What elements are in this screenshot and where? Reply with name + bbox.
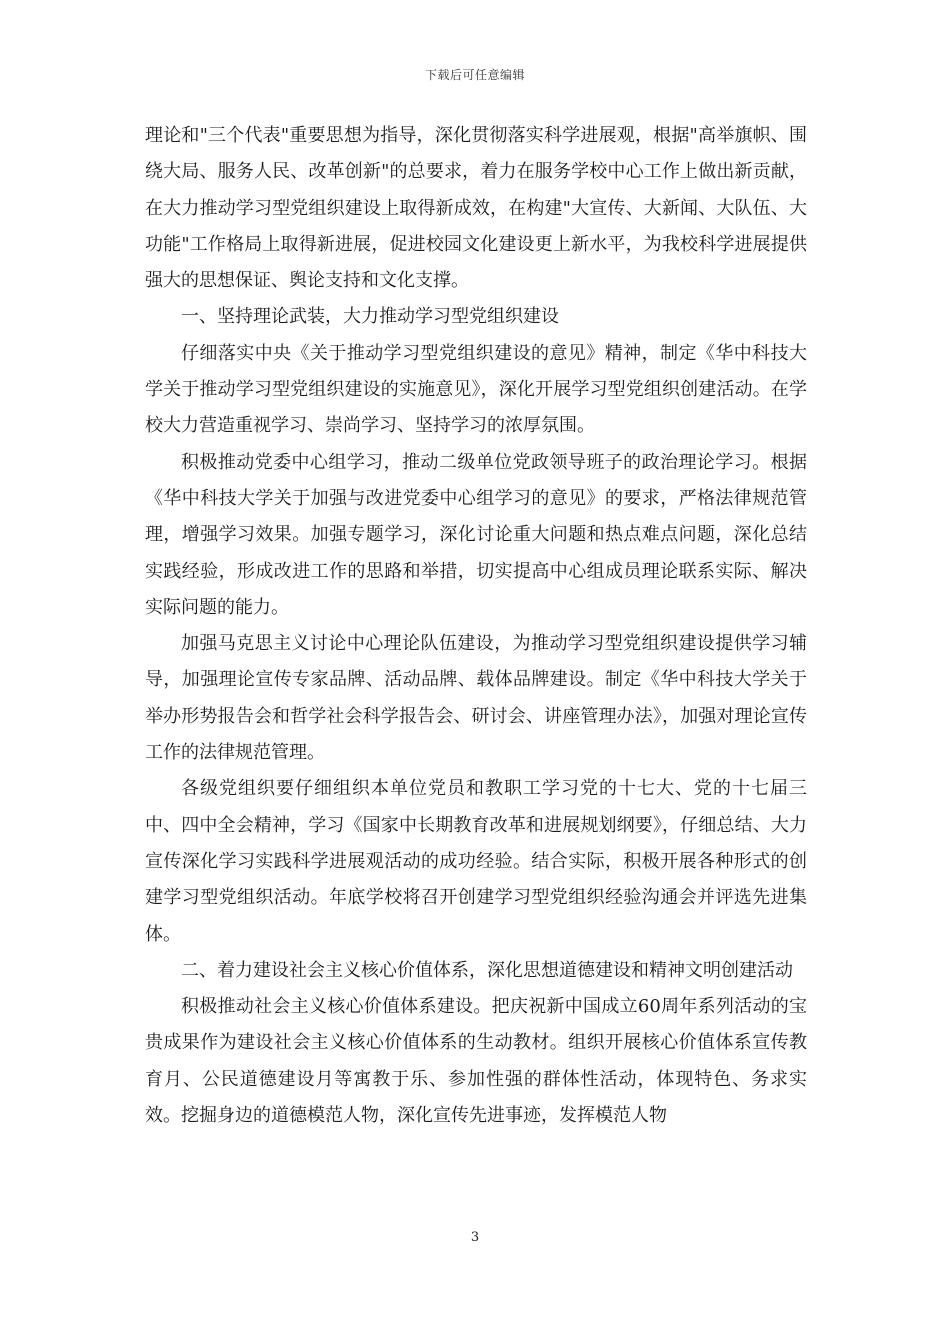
section-heading-2: 二、着力建设社会主义核心价值体系，深化思想道德建设和精神文明创建活动: [181, 959, 793, 981]
paragraph-continuation: 理论和"三个代表"重要思想为指导，深化贯彻落实科学进展观，根据"高举旗帜、围绕大局、服务人民、改革创新"的总要求，着力在服务学校中心工作上做出新贡献，在大力推动学习型党组织建设上取得新成效，在构建"大宣传、大新闻、大队伍、大功能"工作格局上取得新进展，促进校园文化建设更上新水平，为我校科学进展提供强大的思想保证、舆论支持和文化支撑。: [145, 125, 807, 292]
paragraph: 积极推动党委中心组学习，推动二级单位党政领导班子的政治理论学习。根据《华中科技大学关于加强与改进党委中心组学习的意见》的要求，严格法律规范管理，增强学习效果。加强专题学习，深化讨论重大问题和热点难点问题，深化总结实践经验，形成改进工作的思路和举措，切实提高中心组成员理论联系实际、解决实际问题的能力。: [145, 451, 807, 618]
document-body: [145, 118, 807, 1134]
paragraph: 各级党组织要仔细组织本单位党员和教职工学习党的十七大、党的十七届三中、四中全会精神，学习《国家中长期教育改革和进展规划纲要》，仔细总结、大力宣传深化学习实践科学进展观活动的成功经验。结合实际，积极开展各种形式的创建学习型党组织活动。年底学校将召开创建学习型党组织经验沟通会并评选先进集体。: [145, 778, 807, 945]
paragraph: 仔细落实中央《关于推动学习型党组织建设的意见》精神，制定《华中科技大学关于推动学习型党组织建设的实施意见》，深化开展学习型党组织创建活动。在学校大力营造重视学习、崇尚学习、坚持学习的浓厚氛围。: [145, 342, 807, 437]
page-header: 下载后可任意编辑: [424, 68, 525, 82]
page-number: 3: [470, 1230, 480, 1245]
paragraph: 加强马克思主义讨论中心理论队伍建设，为推动学习型党组织建设提供学习辅导，加强理论宣传专家品牌、活动品牌、载体品牌建设。制定《华中科技大学关于举办形势报告会和哲学社会科学报告会、研讨会、讲座管理办法》，加强对理论宣传工作的法律规范管理。: [145, 633, 807, 764]
paragraph: 积极推动社会主义核心价值体系建设。把庆祝新中国成立60周年系列活动的宝贵成果作为建设社会主义核心价值体系的生动教材。组织开展核心价值体系宣传教育月、公民道德建设月等寓教于乐、参加性强的群体性活动，体现特色、务求实效。挖掘身边的道德模范人物，深化宣传先进事迹，发挥模范人物: [145, 996, 807, 1127]
section-heading-1: 一、坚持理论武装，大力推动学习型党组织建设: [181, 306, 559, 328]
